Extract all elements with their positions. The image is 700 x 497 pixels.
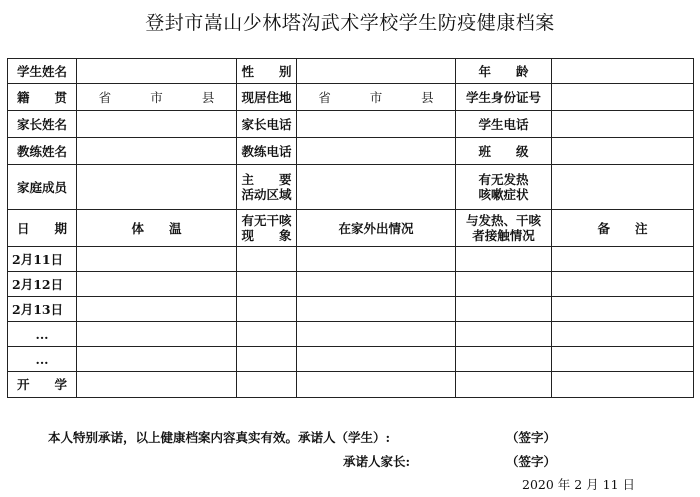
table-row <box>8 297 694 322</box>
outing-cell[interactable] <box>297 272 456 297</box>
parent-phone-field[interactable] <box>297 111 456 138</box>
fever-label: 有无发热 咳嗽症状 <box>456 165 552 210</box>
pledge-text: 本人特别承诺，以上健康档案内容真实有效。承诺人（学生）: <box>48 430 391 445</box>
temperature-header: 体 温 <box>77 210 237 247</box>
temperature-cell[interactable] <box>77 372 237 398</box>
cough-cell[interactable] <box>237 297 297 322</box>
native-place-label: 籍 贯 <box>8 84 77 111</box>
temperature-cell[interactable] <box>77 347 237 372</box>
remarks-cell[interactable] <box>552 372 694 398</box>
city-label: 市 <box>369 89 383 105</box>
student-id-field[interactable] <box>552 84 694 111</box>
cough-cell[interactable] <box>237 272 297 297</box>
student-id-label: 学生身份证号 <box>456 84 552 111</box>
parent-phone-label: 家长电话 <box>237 111 297 138</box>
outing-header: 在家外出情况 <box>297 210 456 247</box>
table-row <box>8 138 694 165</box>
main-area-label: 主 要 活动区域 <box>237 165 297 210</box>
temperature-cell[interactable] <box>77 247 237 272</box>
student-name-field[interactable] <box>77 59 237 84</box>
outing-cell[interactable] <box>297 247 456 272</box>
student-signature-label: （签字） <box>506 430 557 445</box>
table-row <box>8 165 694 210</box>
outing-cell[interactable] <box>297 372 456 398</box>
contact-cell[interactable] <box>456 272 552 297</box>
parent-name-field[interactable] <box>77 111 237 138</box>
outing-cell[interactable] <box>297 347 456 372</box>
temperature-cell[interactable] <box>77 297 237 322</box>
cough-cell[interactable] <box>237 347 297 372</box>
county-label: 县 <box>421 89 434 105</box>
remarks-header: 备 注 <box>552 210 694 247</box>
date-cell: ... <box>8 347 77 372</box>
parent-name-label: 家长姓名 <box>8 111 77 138</box>
fever-field[interactable] <box>552 165 694 210</box>
coach-phone-field[interactable] <box>297 138 456 165</box>
family-members-label: 家庭成员 <box>8 165 77 210</box>
current-address-field[interactable] <box>297 84 456 111</box>
remarks-cell[interactable] <box>552 347 694 372</box>
temperature-cell[interactable] <box>77 272 237 297</box>
cough-cell[interactable] <box>237 322 297 347</box>
cough-cell[interactable] <box>237 247 297 272</box>
contact-cell[interactable] <box>456 347 552 372</box>
remarks-cell[interactable] <box>552 247 694 272</box>
cough-cell[interactable] <box>237 372 297 398</box>
table-row <box>8 111 694 138</box>
contact-header: 与发热、干咳 者接触情况 <box>456 210 552 247</box>
remarks-cell[interactable] <box>552 297 694 322</box>
health-record-table <box>7 58 694 398</box>
county-label: 县 <box>201 89 215 105</box>
parent-signature-label: （签字） <box>506 454 557 469</box>
date-cell: 2月12日 <box>8 272 77 297</box>
parent-pledger-label: 承诺人家长: <box>343 454 411 469</box>
table-row <box>8 247 694 272</box>
outing-cell[interactable] <box>297 297 456 322</box>
remarks-cell[interactable] <box>552 272 694 297</box>
table-row <box>8 372 694 398</box>
contact-cell[interactable] <box>456 322 552 347</box>
table-row <box>8 59 694 84</box>
contact-cell[interactable] <box>456 297 552 322</box>
coach-name-field[interactable] <box>77 138 237 165</box>
coach-phone-label: 教练电话 <box>237 138 297 165</box>
contact-cell[interactable] <box>456 247 552 272</box>
province-label: 省 <box>98 89 112 105</box>
outing-cell[interactable] <box>297 322 456 347</box>
coach-name-label: 教练姓名 <box>8 138 77 165</box>
temperature-cell[interactable] <box>77 322 237 347</box>
contact-cell[interactable] <box>456 372 552 398</box>
age-field[interactable] <box>552 59 694 84</box>
table-row <box>8 210 694 247</box>
table-row <box>8 322 694 347</box>
cough-header: 有无干咳 现 象 <box>237 210 297 247</box>
current-address-label: 现居住地 <box>237 84 297 111</box>
age-label: 年 龄 <box>456 59 552 84</box>
table-row <box>8 347 694 372</box>
student-phone-field[interactable] <box>552 111 694 138</box>
table-row <box>8 272 694 297</box>
gender-label: 性 别 <box>237 59 297 84</box>
student-phone-label: 学生电话 <box>456 111 552 138</box>
native-place-field[interactable] <box>77 84 237 111</box>
remarks-cell[interactable] <box>552 322 694 347</box>
province-label: 省 <box>318 89 331 105</box>
gender-field[interactable] <box>297 59 456 84</box>
page-title: 登封市嵩山少林塔沟武术学校学生防疫健康档案 <box>145 12 555 34</box>
city-label: 市 <box>150 89 163 105</box>
main-area-field[interactable] <box>297 165 456 210</box>
date-header: 日 期 <box>8 210 77 247</box>
document-date: 2020 年 2 月 11 日 <box>522 477 636 492</box>
student-name-label: 学生姓名 <box>8 59 77 84</box>
date-cell: ... <box>8 322 77 347</box>
school-start-label: 开 学 <box>8 372 77 398</box>
class-field[interactable] <box>552 138 694 165</box>
date-cell: 2月13日 <box>8 297 77 322</box>
table-row <box>8 84 694 111</box>
date-cell: 2月11日 <box>8 247 77 272</box>
family-members-field[interactable] <box>77 165 237 210</box>
class-label: 班 级 <box>456 138 552 165</box>
